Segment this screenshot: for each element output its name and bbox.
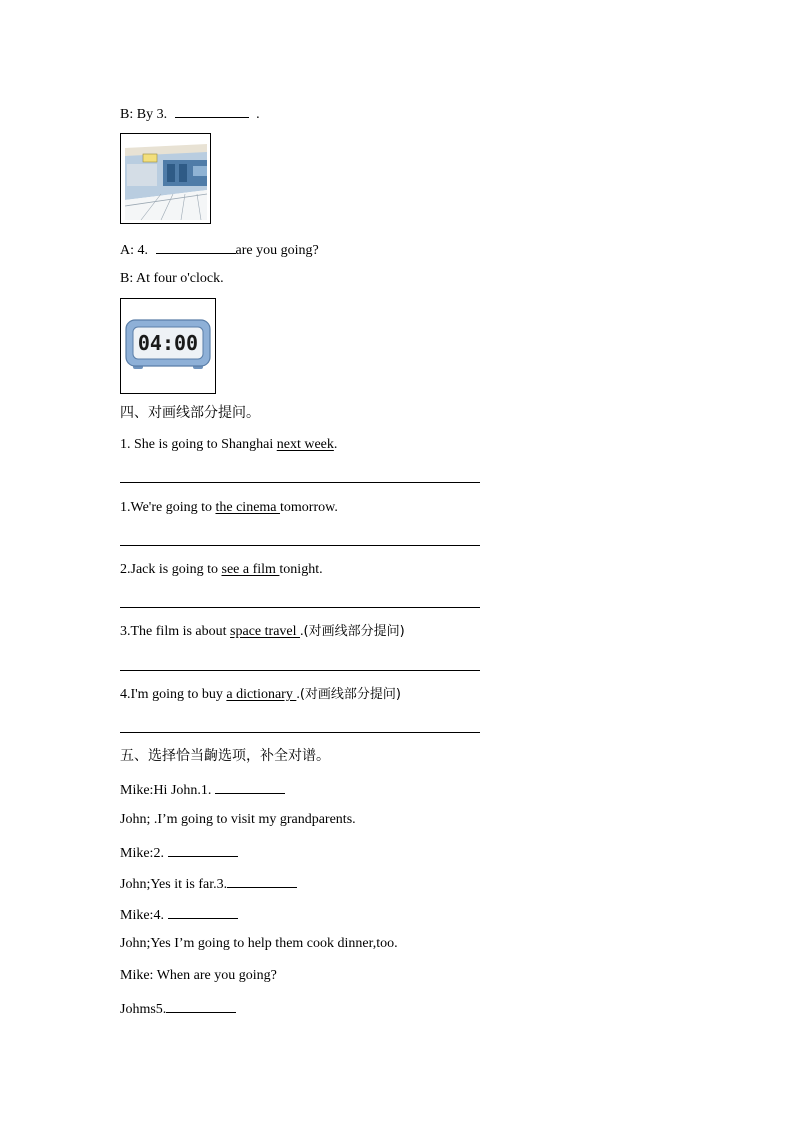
dialogue-text: Mike:Hi John.1. <box>120 783 212 798</box>
underlined-phrase: next week <box>276 437 334 452</box>
line-prefix: B: By 3. <box>120 107 168 122</box>
section-heading-4: 四、对画线部分提问。 <box>120 405 260 421</box>
dialogue-line <box>120 873 301 894</box>
dialogue-text: John;Yes it is far.3. <box>120 877 228 892</box>
dialogue-line: John; .I’m going to visit my grandparents. <box>120 812 356 827</box>
clock-picture <box>120 298 216 394</box>
underlined-phrase: space travel <box>230 624 301 639</box>
dialogue-line <box>120 904 242 925</box>
question-item <box>120 561 323 579</box>
section-heading-5: 五、选择恰当齣选项，补全对谱。 <box>120 748 330 764</box>
question-text-end: . <box>296 687 300 702</box>
line-suffix: . <box>256 107 260 122</box>
dialogue-line: Mike: When are you going? <box>120 968 277 983</box>
question-item <box>120 623 405 641</box>
dialogue-line <box>120 779 289 800</box>
answer-blank[interactable] <box>227 873 297 888</box>
dialogue-text: Mike:2. <box>120 846 164 861</box>
answer-line-a4 <box>120 239 319 260</box>
underlined-phrase: the cinema <box>215 500 281 515</box>
underlined-phrase: a dictionary <box>226 687 297 702</box>
subway-picture <box>120 133 211 224</box>
dialogue-line-b: B: At four o'clock. <box>120 271 224 286</box>
answer-blank[interactable] <box>166 998 236 1013</box>
answer-blank[interactable] <box>156 239 236 254</box>
dialogue-line: John;Yes I’m going to help them cook dinner,too. <box>120 936 398 951</box>
digital-clock-icon <box>121 299 215 393</box>
instruction-note: (对画线部分提问) <box>303 624 405 639</box>
answer-blank[interactable] <box>175 103 249 118</box>
answer-line-b3 <box>120 103 260 124</box>
dialogue-text: Johms5. <box>120 1002 167 1017</box>
question-text: 1.We're going to <box>120 500 216 515</box>
question-text: 3.The film is about <box>120 624 231 639</box>
question-text: 1. She is going to Shanghai <box>120 437 277 452</box>
question-text-end: . <box>300 624 304 639</box>
question-item <box>120 499 338 517</box>
answer-blank[interactable] <box>168 842 238 857</box>
instruction-note: (对画线部分提问) <box>299 687 401 702</box>
dialogue-line <box>120 842 242 863</box>
answer-blank[interactable] <box>168 904 238 919</box>
line-suffix: are you going? <box>235 243 319 258</box>
answer-rule[interactable] <box>120 607 480 608</box>
question-text-end: . <box>333 437 338 452</box>
answer-blank[interactable] <box>215 779 285 794</box>
question-text-end: tomorrow. <box>280 500 338 515</box>
answer-rule[interactable] <box>120 732 480 733</box>
question-text-end: tonight. <box>279 562 323 577</box>
dialogue-line <box>120 998 240 1019</box>
subway-station-icon <box>121 134 210 223</box>
question-item <box>120 686 401 704</box>
underlined-phrase: see a film <box>221 562 280 577</box>
clock-time: 04:00 <box>137 331 199 355</box>
question-text: 4.I'm going to buy <box>120 687 227 702</box>
question-text: 2.Jack is going to <box>120 562 222 577</box>
question-item <box>120 436 337 454</box>
answer-rule[interactable] <box>120 482 480 483</box>
dialogue-text: Mike:4. <box>120 908 164 923</box>
answer-rule[interactable] <box>120 545 480 546</box>
line-prefix: A: 4. <box>120 243 148 258</box>
answer-rule[interactable] <box>120 670 480 671</box>
